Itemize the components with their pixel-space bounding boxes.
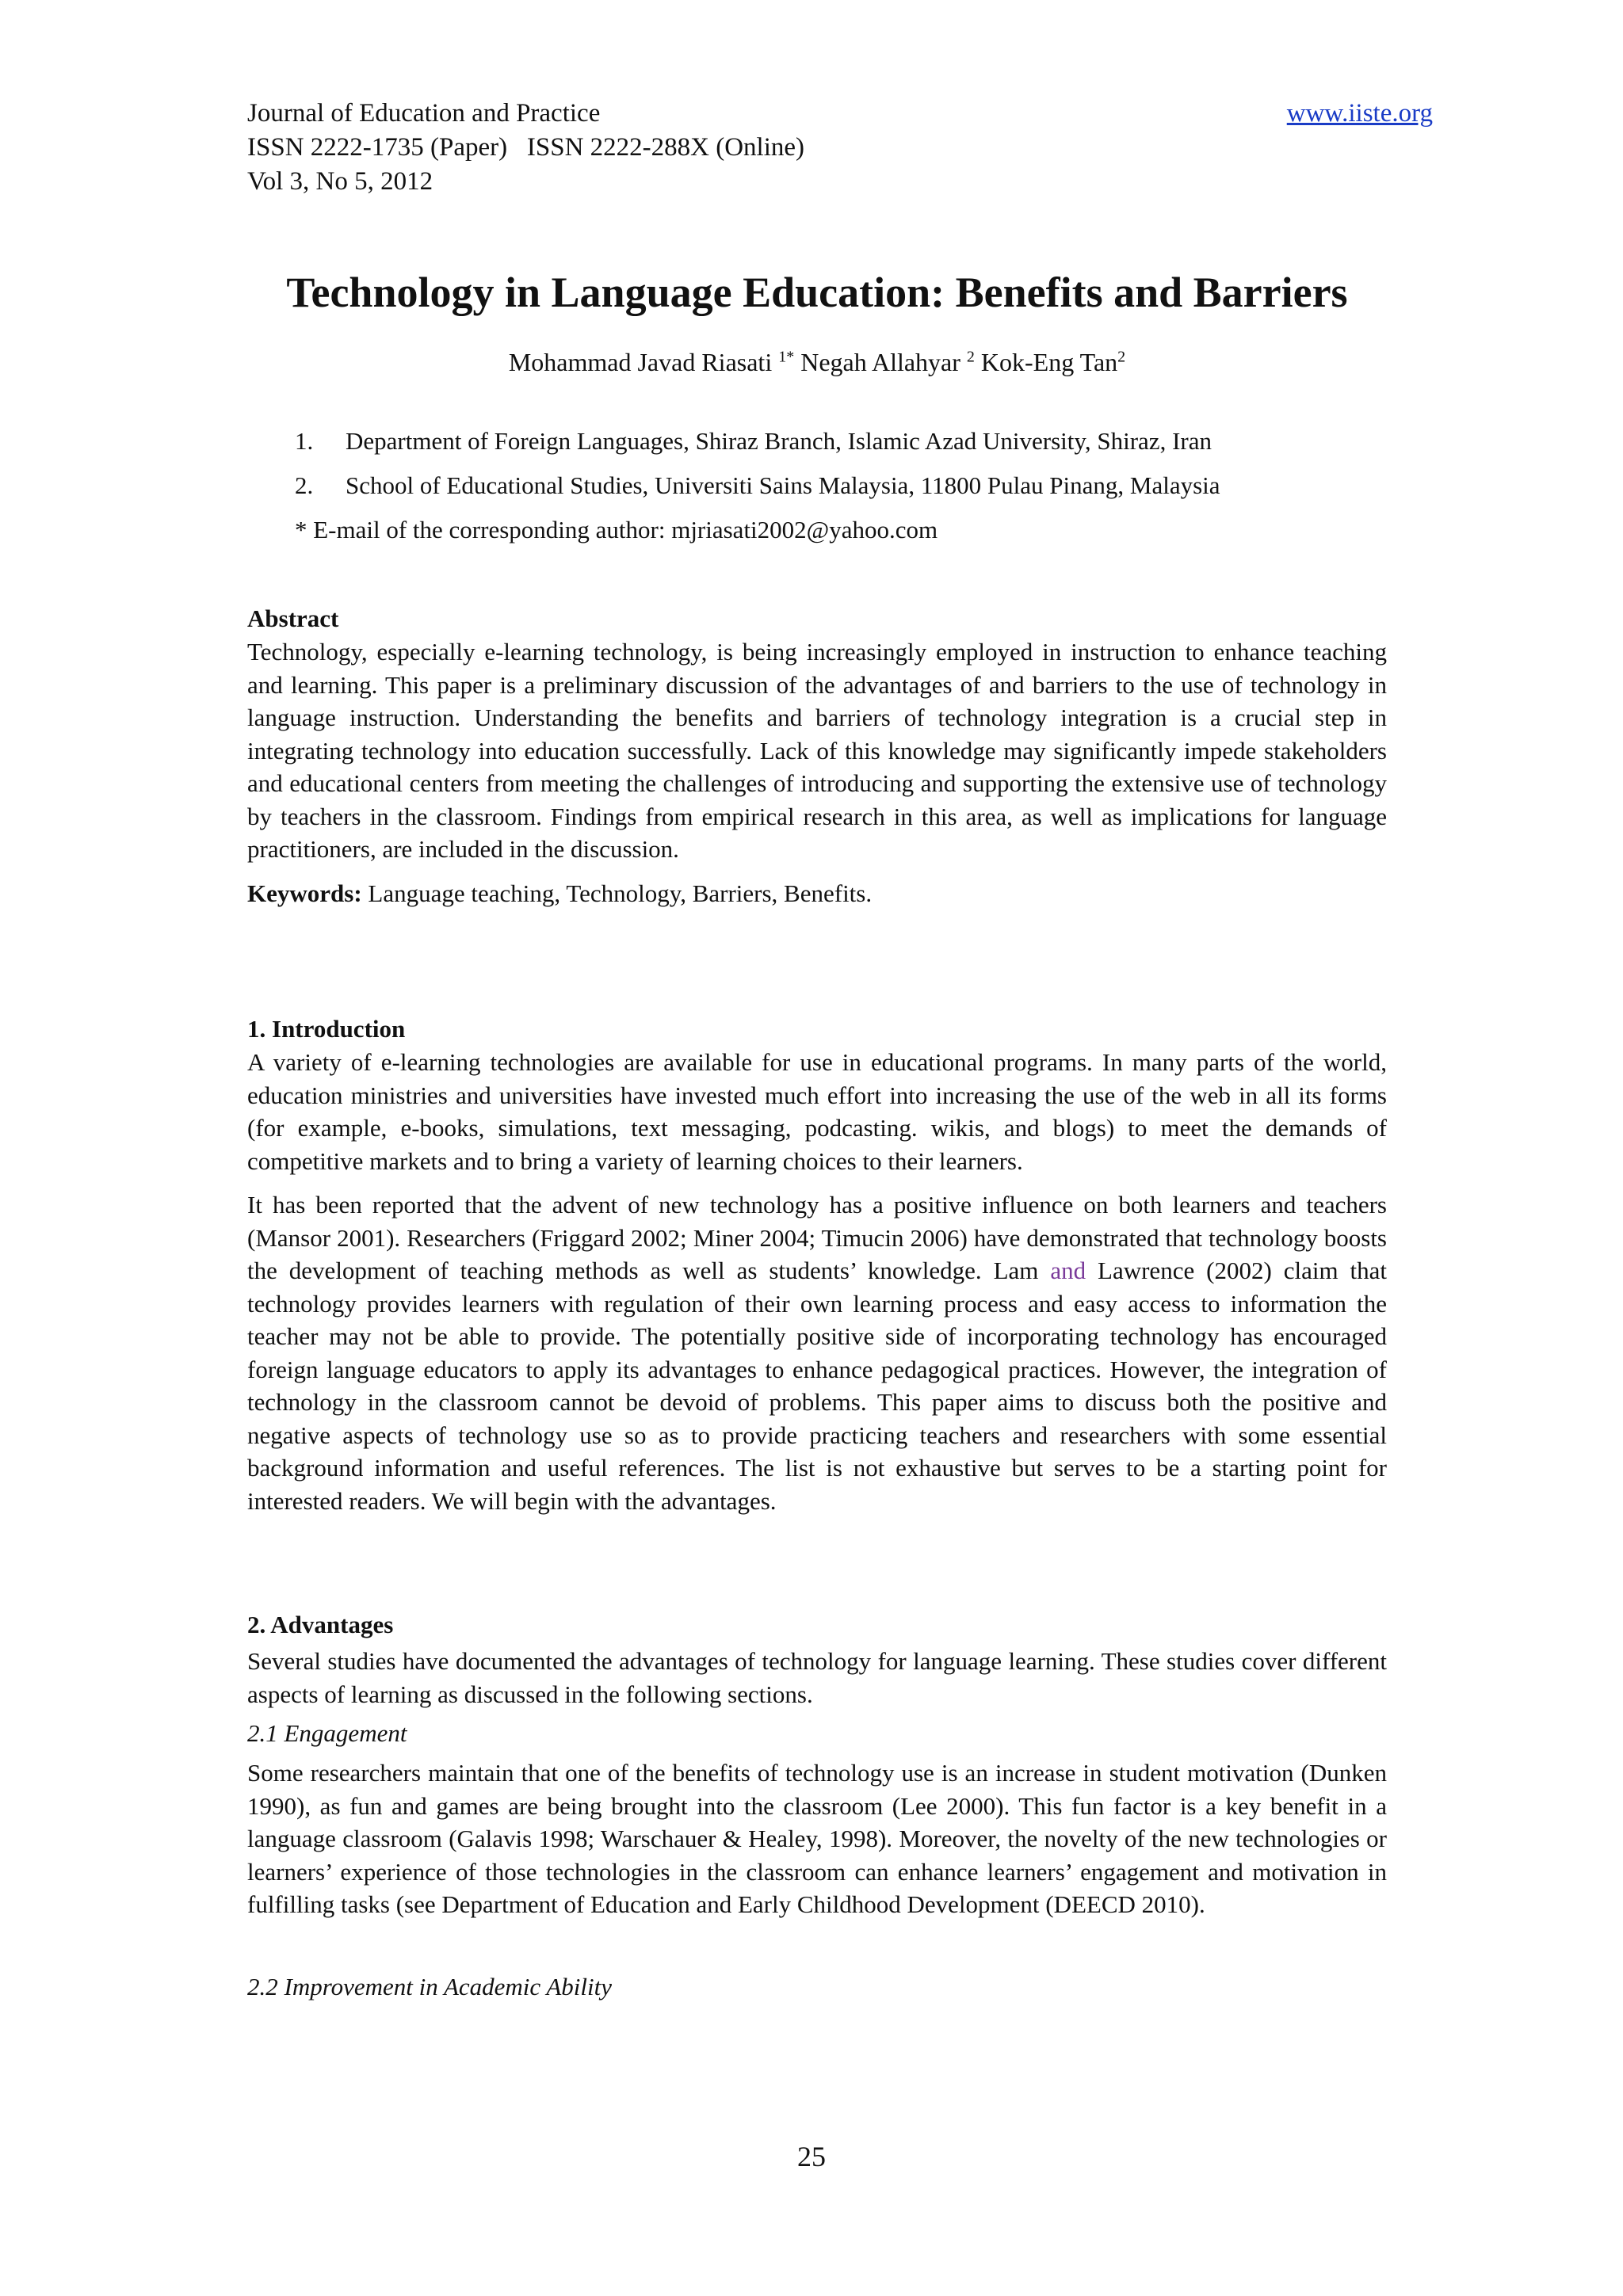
affiliation-number: 1. [295,427,314,455]
advantages-section [247,1608,1387,2004]
journal-website-link[interactable]: www.iiste.org [1286,99,1433,128]
introduction-section [247,1013,1387,1517]
corresponding-email: * E-mail of the corresponding author: mjriasati2002@yahoo.com [295,516,938,543]
introduction-paragraph-2 [247,1188,1387,1517]
page-number: 25 [797,2141,826,2172]
keywords-label: Keywords: [247,879,362,907]
paper-title: Technology in Language Education: Benefits and Barriers [286,269,1348,316]
abstract-heading: Abstract [247,605,339,632]
introduction-paragraph-1: A variety of e-learning technologies are available for use in educational programs. In many parts of the world, education ministries and universities have invested much effort into increasing the use of the web in all its forms (for example, e-books, simulations, text messaging, podcasting. wikis, and blogs) to meet the demands of competitive markets and to bring a variety of learning choices to their learners. [247,1048,1387,1175]
affiliation-list [295,425,1404,513]
affiliation-item [295,469,1404,502]
advantages-paragraph-1: Several studies have documented the advantages of technology for language learning. These studies cover different aspects of learning as discussed in the following sections. [247,1647,1387,1708]
affiliation-number: 2. [295,471,314,499]
keywords-text: Language teaching, Technology, Barriers, Benefits. [361,879,873,907]
introduction-heading: 1. Introduction [247,1015,406,1043]
abstract-text: Technology, especially e-learning technology, is being increasingly employed in instruction to enhance teaching and learning. This paper is a preliminary discussion of the advantages of and barriers to the use of technology in language instruction. Understanding the benefits and barriers of technology integration is a crucial step in integrating technology into education successfully. Lack of this knowledge may significantly impede stakeholders and educational centers from meeting the challenges of introducing and supporting the extensive use of technology by teachers in the classroom. Findings from empirical research in this area, as well as implications for language practitioners, are included in the discussion. [247,638,1387,863]
highlighted-word: and [1050,1257,1086,1284]
author-list [247,345,1387,379]
abstract-section [247,602,1387,910]
journal-issn: ISSN 2222-1735 (Paper) ISSN 2222-288X (Online) [247,133,805,162]
engagement-paragraph: Some researchers maintain that one of the benefits of technology use is an increase in student motivation (Dunken 1990), as fun and games are being brought into the classroom (Lee 2000). This fun factor is a key benefit in a language classroom (Galavis 1998; Warschauer & Healey, 1998). Moreover, the novelty of the new technologies or learners’ experience of those technologies in the classroom can enhance learners’ engagement and motivation in fulfilling tasks (see Department of Education and Early Childhood Development (DEECD 2010). [247,1759,1387,1918]
academic-ability-subheading: 2.2 Improvement in Academic Ability [247,1972,613,2000]
paragraph-text: Lawrence (2002) claim that technology provides learners with regulation of their own learning process and easy access to information the teacher may not be able to provide. The potentially positive side of incorporating technology has encouraged foreign language educators to apply its advantages to enhance pedagogical practices. However, the integration of technology in the classroom cannot be devoid of problems. This paper aims to discuss both the positive and negative aspects of technology use so as to provide practicing teachers and researchers with some essential background information and useful references. The list is not exhaustive but serves to be a starting point for interested readers. We will begin with the advantages. [247,1257,1387,1515]
advantages-heading: 2. Advantages [247,1611,394,1638]
journal-volume: Vol 3, No 5, 2012 [247,167,433,196]
author-affiliation-mark: 1* [778,348,795,366]
paragraph-text: It has been reported that the advent of new technology has a positive influence on both learners and teachers (Mansor 2001). Researchers (Friggard 2002; Miner 2004; Timucin 2006) have demonstrated that technology boosts the development of teaching methods as well as students’ knowledge. Lam [247,1191,1387,1284]
author-name: Kok-Eng Tan [974,348,1118,376]
author-affiliation-mark: 2 [1117,348,1126,366]
journal-name: Journal of Education and Practice [247,99,601,128]
affiliation-text: School of Educational Studies, Universiti Sains Malaysia, 11800 Pulau Pinang, Malaysia [346,471,1220,499]
keywords-line [247,877,1387,910]
author-name: Mohammad Javad Riasati [508,348,779,376]
affiliation-item [295,425,1404,458]
author-affiliation-mark: 2 [966,348,975,366]
affiliation-text: Department of Foreign Languages, Shiraz Branch, Islamic Azad University, Shiraz, Iran [346,427,1212,455]
journal-header [247,97,1433,199]
author-name: Negah Allahyar [794,348,967,376]
engagement-subheading: 2.1 Engagement [247,1719,407,1747]
